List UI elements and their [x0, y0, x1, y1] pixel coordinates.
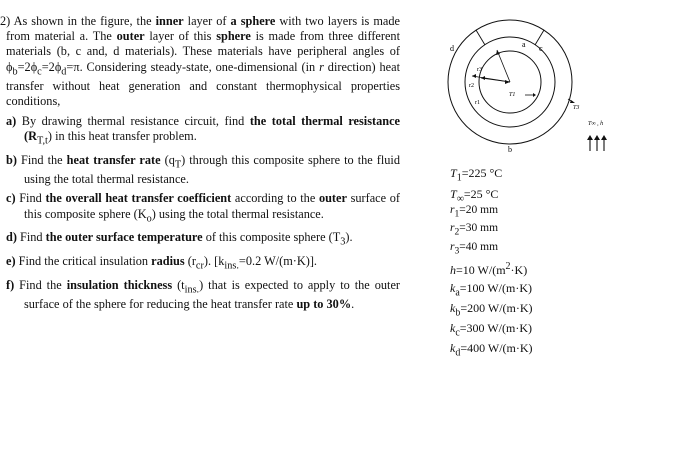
given-h: [450, 259, 527, 278]
intro-text: layer of this: [144, 29, 217, 44]
part-label: c): [6, 191, 16, 206]
part-text: Find the: [19, 277, 67, 292]
subscript: 1: [456, 172, 462, 184]
intro-sub: d: [61, 66, 67, 78]
symbol: T: [450, 166, 457, 180]
T1-arrowhead: [533, 93, 536, 97]
flow-arrowhead: [587, 135, 593, 140]
part-bold: the overall heat transfer coefficient: [45, 191, 232, 206]
part-text: (q: [160, 152, 175, 167]
intro-bold-sphere: sphere: [216, 29, 251, 44]
symbol: h: [450, 263, 456, 277]
part-text: surface of this composite sphere (K: [24, 191, 400, 221]
value: =40 mm: [459, 240, 499, 253]
symbol: r: [450, 240, 455, 253]
intro-text: with two layers is made from material a. The: [6, 14, 400, 44]
flow-arrowhead: [594, 135, 600, 140]
part-text: ) through this composite sphere to the fluid using the total thermal resistance.: [24, 152, 400, 187]
label-c: c: [539, 44, 543, 53]
intro-bold-sphere: a sphere: [230, 14, 276, 28]
part-sub: 3: [340, 236, 346, 248]
label-Tinf-h: T∞ , h: [588, 121, 604, 127]
intro-sub: c: [37, 66, 42, 78]
composite-sphere-figure: [405, 4, 655, 164]
label-b: b: [508, 145, 512, 154]
part-sub: ins.: [184, 284, 200, 296]
radius-arrowhead: [472, 74, 476, 78]
superscript: 2: [505, 261, 511, 272]
value: =10 W/(m: [456, 263, 506, 277]
intro-text: layer of: [183, 14, 231, 28]
value: =20 mm: [459, 204, 499, 216]
label-r1: r1: [475, 100, 480, 106]
part-text: (R: [24, 128, 37, 143]
given-conductivities: [450, 281, 533, 361]
symbol: k: [450, 320, 456, 335]
radius-arrowhead: [481, 76, 485, 80]
part-bold: outer: [318, 191, 347, 206]
problem-intro: [0, 14, 400, 110]
flow-arrowhead: [601, 135, 607, 140]
subscript: 1: [454, 208, 460, 220]
subscript: 2: [454, 226, 460, 238]
part-text: .: [351, 297, 355, 312]
value: ·K): [510, 263, 528, 277]
problem-number: 2): [0, 14, 11, 28]
subscript: c: [455, 327, 460, 339]
symbol: T: [450, 187, 457, 202]
value: =30 mm: [459, 222, 499, 235]
part-text: (r: [184, 253, 196, 268]
subscript: d: [455, 347, 461, 359]
value: =300 W/(m·K): [459, 320, 532, 335]
label-r3: r3: [477, 67, 482, 73]
intro-text: =2ϕ: [41, 59, 62, 74]
subscript: b: [455, 307, 461, 319]
given-kd: [450, 341, 533, 361]
given-r1: [450, 203, 498, 221]
part-f: [6, 278, 400, 313]
part-text: ).: [345, 230, 353, 245]
part-text: Find the critical insulation: [18, 253, 152, 268]
part-text: ) in this heat transfer problem.: [47, 128, 197, 143]
subscript: 3: [454, 244, 460, 256]
part-bold: the total thermal resistance: [249, 113, 401, 128]
intro-bold-inner: inner: [155, 14, 184, 28]
given-ka: [450, 281, 533, 301]
given-temperatures: [450, 165, 502, 208]
part-sub: o: [146, 213, 152, 225]
part-sub: T: [174, 158, 182, 170]
radius-r2: [472, 76, 510, 82]
intro-sub: b: [12, 66, 18, 78]
part-label: a): [6, 113, 17, 128]
radius-r3: [497, 50, 510, 82]
given-convection: [450, 259, 527, 278]
symbol: r: [450, 204, 455, 216]
intro-text: =π. Considering steady-state, one-dimensional (in: [66, 59, 320, 74]
label-a: a: [522, 40, 526, 49]
intro-italic-r: r: [319, 59, 324, 74]
given-r3: [450, 240, 498, 258]
part-c: [6, 191, 400, 226]
part-d: [6, 230, 400, 250]
symbol: k: [450, 300, 456, 315]
value: =400 W/(m·K): [460, 340, 533, 355]
symbol: r: [450, 222, 455, 235]
part-text: By drawing thermal resistance circuit, find: [21, 113, 250, 128]
part-sub: T,t: [36, 135, 48, 147]
part-bold: up to 30%: [296, 297, 352, 312]
part-text: Find the: [20, 152, 67, 167]
part-text: ). [k: [203, 253, 225, 268]
value: =25 °C: [463, 187, 499, 202]
symbol: k: [450, 281, 456, 295]
intro-text: direction) heat transfer without heat generation and constant thermophysical properties conditions,: [6, 59, 400, 109]
part-bold: heat transfer rate: [66, 152, 161, 167]
label-T3: T3: [573, 105, 580, 111]
part-sub: cr: [195, 260, 204, 272]
intro-text: As shown in the figure, the: [13, 14, 156, 28]
part-text: (t: [172, 277, 185, 292]
divider-line-left: [476, 30, 485, 45]
part-text: Find: [20, 230, 46, 245]
value: =100 W/(m·K): [459, 281, 532, 295]
part-bold: the outer surface temperature: [45, 230, 203, 245]
value: =225 °C: [461, 166, 503, 180]
given-T1: [450, 165, 502, 186]
part-b: [6, 153, 400, 188]
subscript: a: [455, 287, 460, 299]
given-kb: [450, 301, 533, 321]
part-label: d): [6, 230, 17, 245]
part-text: according to the: [231, 191, 319, 206]
symbol: k: [450, 340, 456, 355]
label-d: d: [450, 44, 454, 53]
intro-text: is made from three different materials (b, c and, d materials). These materials have peripheral angles of ϕ: [6, 29, 400, 74]
label-r2: r2: [469, 83, 474, 89]
part-label: f): [6, 277, 15, 292]
part-e: [6, 254, 400, 274]
part-sub: ins.: [224, 260, 239, 272]
part-text: Find: [19, 191, 46, 206]
given-radii: [450, 203, 498, 258]
given-kc: [450, 321, 533, 341]
part-text: of this composite sphere (T: [202, 230, 341, 245]
part-bold: radius: [151, 253, 185, 268]
part-bold: insulation thickness: [66, 277, 173, 292]
label-T1: T1: [509, 92, 516, 98]
part-text: ) using the total thermal resistance.: [151, 206, 324, 221]
part-a: [6, 114, 400, 149]
divider-line-right: [535, 30, 544, 45]
part-label: b): [6, 152, 17, 167]
intro-text: =2ϕ: [17, 59, 38, 74]
part-label: e): [6, 253, 16, 268]
part-text: =0.2 W/(m·K)].: [238, 253, 318, 268]
question-parts: [6, 114, 400, 313]
intro-bold-outer: outer: [116, 29, 145, 44]
problem-statement: [0, 14, 401, 312]
value: =200 W/(m·K): [460, 300, 533, 315]
part-text: ) that is expected to apply to the outer surface of the sphere for reducing the heat transfer rate: [24, 277, 400, 312]
given-r2: [450, 221, 498, 239]
subscript: ∞: [456, 193, 464, 205]
